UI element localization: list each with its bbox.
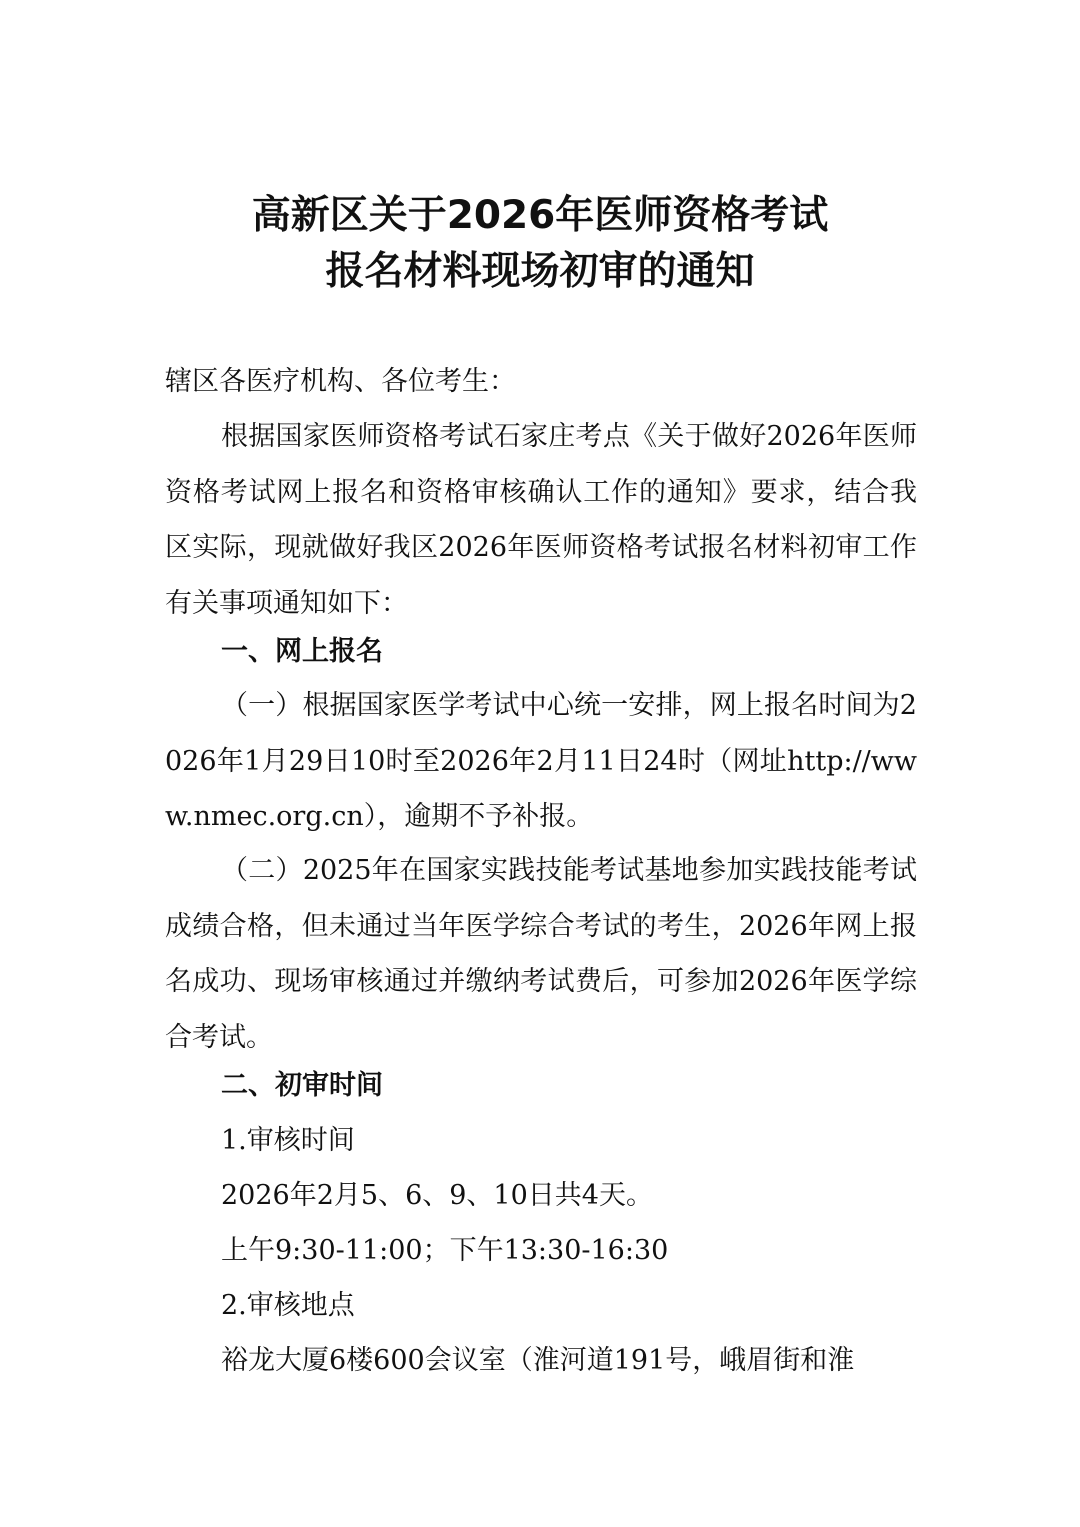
section1-item1: （一）根据国家医学考试中心统一安排，网上报名时间为2026年1月29日10时至2026年2月11日24时（网址http://www.nmec.org.cn），逾期不予补报。 xyxy=(165,690,917,832)
intro-paragraph: 根据国家医师资格考试石家庄考点《关于做好2026年医师资格考试网上报名和资格审核确认工作的通知》要求，结合我区实际，现就做好我区2026年医师资格考试报名材料初审工作有关事项通知如下： xyxy=(165,421,917,619)
section2-sub1-dates: 2026年2月5、6、9、10日共4天。 xyxy=(221,1180,653,1211)
salutation: 辖区各医疗机构、各位考生： xyxy=(165,366,516,397)
document-title-line2: 报名材料现场初审的通知 xyxy=(325,249,755,294)
document-title-line1: 高新区关于2026年医师资格考试 xyxy=(251,193,829,238)
section2-sub1-label: 1.审核时间 xyxy=(221,1125,355,1156)
section2-sub1-hours: 上午9:30-11:00；下午13:30-16:30 xyxy=(221,1235,669,1266)
section1-item2: （二）2025年在国家实践技能考试基地参加实践技能考试成绩合格，但未通过当年医学综合考试的考生，2026年网上报名成功、现场审核通过并缴纳考试费后，可参加2026年医学综合考试。 xyxy=(165,855,917,1053)
section2-sub2-place: 裕龙大厦6楼600会议室（淮河道191号，峨眉街和淮 xyxy=(221,1345,855,1376)
section1-heading: 一、网上报名 xyxy=(221,636,383,667)
section2-heading: 二、初审时间 xyxy=(221,1070,383,1101)
section2-sub2-label: 2.审核地点 xyxy=(221,1290,355,1321)
